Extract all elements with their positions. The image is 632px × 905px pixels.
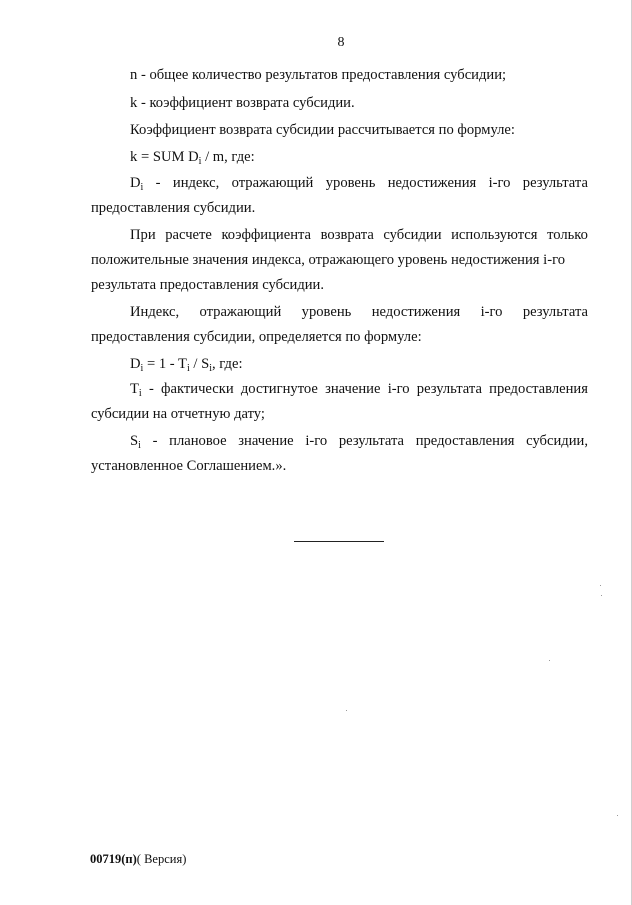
index-line1 [130, 303, 588, 321]
scan-speck [600, 585, 601, 586]
si-word: значение [238, 433, 294, 449]
note-word: только [547, 227, 588, 243]
note-word: расчете [165, 227, 212, 243]
note-line2: положительные значения индекса, отражающего уровень недостижения i-го [91, 252, 565, 268]
formula-intro: Коэффициент возврата субсидии рассчитывается по формуле: [130, 122, 515, 138]
di-word: - [155, 175, 161, 191]
ti-word: i-го [387, 381, 410, 397]
footer-version: ( Версия) [136, 852, 187, 866]
formula-d: $D_i = 1 - T_i / S_i$, где: [130, 356, 243, 374]
scan-speck [601, 595, 602, 596]
scan-speck [617, 815, 618, 816]
index-word: отражающий [199, 304, 282, 320]
di-word: i-го [488, 175, 511, 191]
ti-symbol: $T_i$ [130, 381, 142, 399]
end-separator-line [294, 541, 384, 542]
ti-word: результата [416, 381, 482, 397]
ti-word: достигнутое [240, 381, 318, 397]
di-word: результата [522, 175, 588, 191]
index-line2: предоставления субсидии, определяется по формуле: [91, 329, 422, 345]
note-word: коэффициента [221, 227, 312, 243]
index-word: уровень [301, 304, 352, 320]
ti-definition-line1 [130, 380, 588, 398]
note-word: субсидии [383, 227, 442, 243]
footer-doc-code [90, 851, 186, 867]
ti-word: предоставления [489, 381, 588, 397]
footer-code: 00719(п) [90, 852, 137, 866]
di-word: индекс, [172, 175, 220, 191]
note-word: возврата [320, 227, 374, 243]
formula-k-start: k = SUM D [130, 149, 199, 165]
text-line-n: n - общее количество результатов предоставления субсидии; [130, 67, 507, 83]
ti-word: значение [325, 381, 381, 397]
index-word: недостижения [371, 304, 461, 320]
di-word: отражающий [231, 175, 314, 191]
di-symbol: $D_i$ [130, 175, 144, 193]
ti-word: - [148, 381, 154, 397]
page-number: 8 [337, 35, 345, 50]
di-definition-line1 [130, 174, 588, 192]
formula-k [130, 148, 255, 166]
si-word: - [152, 433, 158, 449]
note-word: используются [451, 227, 538, 243]
si-symbol: $S_i$ [130, 433, 141, 451]
si-definition-line1 [130, 432, 588, 450]
scan-speck [346, 710, 347, 711]
ti-word: фактически [161, 381, 234, 397]
note-line1 [130, 226, 588, 244]
formula-k-subscript: i [198, 156, 202, 167]
si-word: плановое [169, 433, 227, 449]
note-word: При [130, 227, 156, 243]
text-line-k: k - коэффициент возврата субсидии. [130, 95, 355, 111]
index-word: результата [522, 304, 588, 320]
di-word: уровень [325, 175, 376, 191]
ti-definition-line2: субсидии на отчетную дату; [91, 406, 265, 422]
di-word: недостижения [387, 175, 477, 191]
di-definition-line2: предоставления субсидии. [91, 200, 256, 216]
index-word: i-го [480, 304, 503, 320]
si-definition-line2: установленное Соглашением.». [91, 458, 287, 474]
si-word: предоставления [415, 433, 515, 449]
si-word: результата [338, 433, 405, 449]
si-word: i-го [305, 433, 328, 449]
index-word: Индекс, [130, 304, 180, 320]
formula-k-end: / m, где: [201, 149, 255, 165]
note-line3: результата предоставления субсидии. [91, 277, 325, 293]
si-word: субсидии, [526, 433, 588, 449]
scan-speck [549, 660, 550, 661]
